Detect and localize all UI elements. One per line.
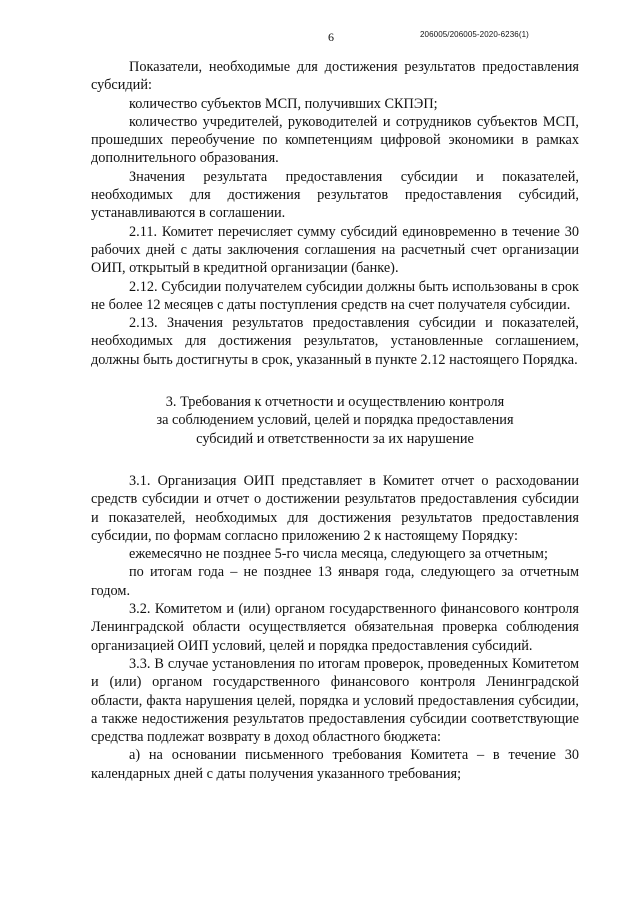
paragraph: количество учредителей, руководителей и сотрудников субъектов МСП, прошедших переобучение по компетенциям цифровой экономики в рамках дополнительного образования.: [91, 113, 579, 167]
paragraph: Показатели, необходимые для достижения результатов предоставления субсидий:: [91, 59, 579, 94]
section-heading-line: 3. Требования к отчетности и осуществлению контроля: [165, 394, 505, 411]
page-number: 6: [328, 30, 334, 44]
paragraph: Значения результата предоставления субсидии и показателей, необходимых для достижения результатов предоставления субсидий, устанавливаются в соглашении.: [91, 168, 579, 222]
paragraph: 3.3. В случае установления по итогам проверок, проведенных Комитетом и (или) органом государственного финансового контроля Ленинградской области, факта нарушения целей, порядка и условий предоставления субсидии, а также недостижения результатов предоставления субсидии соответствующие средства подлежат возврату в доход областного бюджета:: [91, 655, 579, 746]
paragraph: 2.12. Субсидии получателем субсидии должны быть использованы в срок не более 12 месяцев с даты поступления средств на счет получателя субсидии.: [91, 278, 579, 313]
paragraph: ежемесячно не позднее 5-го числа месяца, следующего за отчетным;: [129, 546, 548, 563]
paragraph: по итогам года – не позднее 13 января года, следующего за отчетным годом.: [91, 564, 579, 599]
paragraph: 3.1. Организация ОИП представляет в Комитет отчет о расходовании средств субсидии и отчет о достижении результатов предоставления субсидии и показателей, необходимых для достижения результатов предоставления субсидии, по формам согласно приложению 2 к настоящему Порядку:: [91, 472, 579, 544]
paragraph: 2.13. Значения результатов предоставления субсидии и показателей, необходимых для достижения результатов, установленные соглашением, должны быть достигнуты в срок, указанный в пункте 2.12 настоящего Порядка.: [91, 315, 579, 368]
section-heading-line: субсидий и ответственности за их нарушение: [196, 430, 474, 447]
paragraph: количество субъектов МСП, получивших СКПЭП;: [129, 95, 438, 112]
paragraph: а) на основании письменного требования Комитета – в течение 30 календарных дней с даты получения указанного требования;: [91, 747, 579, 782]
document-body: [91, 58, 579, 783]
paragraph: 3.2. Комитетом и (или) органом государственного финансового контроля Ленинградской области осуществляется обязательная проверка соблюдения организацией ОИП условий, целей и порядка предоставления субсидий.: [91, 601, 579, 654]
section-heading-line: за соблюдением условий, целей и порядка предоставления: [156, 412, 514, 429]
section-heading: [91, 393, 579, 448]
paragraph: 2.11. Комитет перечисляет сумму субсидий единовременно в течение 30 рабочих дней с даты заключения соглашения на расчетный счет организации ОИП, открытый в кредитной организации (банке).: [91, 223, 579, 277]
document-id: 206005/206005-2020-6236(1): [420, 30, 529, 39]
